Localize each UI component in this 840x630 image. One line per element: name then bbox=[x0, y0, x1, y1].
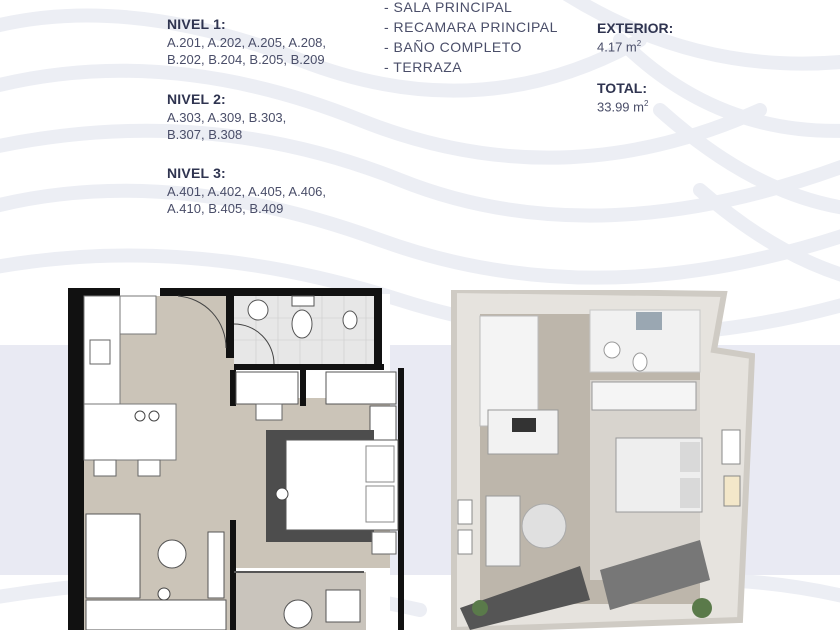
amenity-item: - SALA PRINCIPAL bbox=[384, 0, 513, 15]
amenity-item: - BAÑO COMPLETO bbox=[384, 39, 522, 55]
level-1-title: NIVEL 1: bbox=[167, 16, 226, 32]
total-value: 33.99 $m^2$ bbox=[597, 99, 649, 115]
floor-plan bbox=[68, 288, 404, 630]
floor-plan-3d-render bbox=[440, 290, 755, 630]
level-2-units-line1: A.303, A.309, B.303, bbox=[167, 110, 287, 125]
total-label: TOTAL: bbox=[597, 80, 648, 96]
level-2-units bbox=[167, 109, 357, 143]
level-1-units-line2: B.202, B.204, B.205, B.209 bbox=[167, 52, 325, 67]
level-2-title: NIVEL 2: bbox=[167, 91, 226, 107]
west-wall bbox=[68, 288, 84, 630]
exterior-value: 4.17 $m^2$ bbox=[597, 39, 642, 55]
amenity-item: - TERRAZA bbox=[384, 59, 463, 75]
exterior-label: EXTERIOR: bbox=[597, 20, 674, 36]
level-3-title: NIVEL 3: bbox=[167, 165, 226, 181]
amenity-item: - RECAMARA PRINCIPAL bbox=[384, 19, 558, 35]
level-3-units bbox=[167, 183, 357, 217]
level-1-units-line1: A.201, A.202, A.205, A.208, bbox=[167, 35, 327, 50]
level-3-units-line2: A.410, B.405, B.409 bbox=[167, 201, 284, 216]
amenity-list bbox=[384, 0, 558, 77]
level-1-units bbox=[167, 34, 357, 68]
level-3-units-line1: A.401, A.402, A.405, A.406, bbox=[167, 184, 327, 199]
sofa bbox=[86, 514, 140, 598]
level-2-units-line2: B.307, B.308 bbox=[167, 127, 243, 142]
